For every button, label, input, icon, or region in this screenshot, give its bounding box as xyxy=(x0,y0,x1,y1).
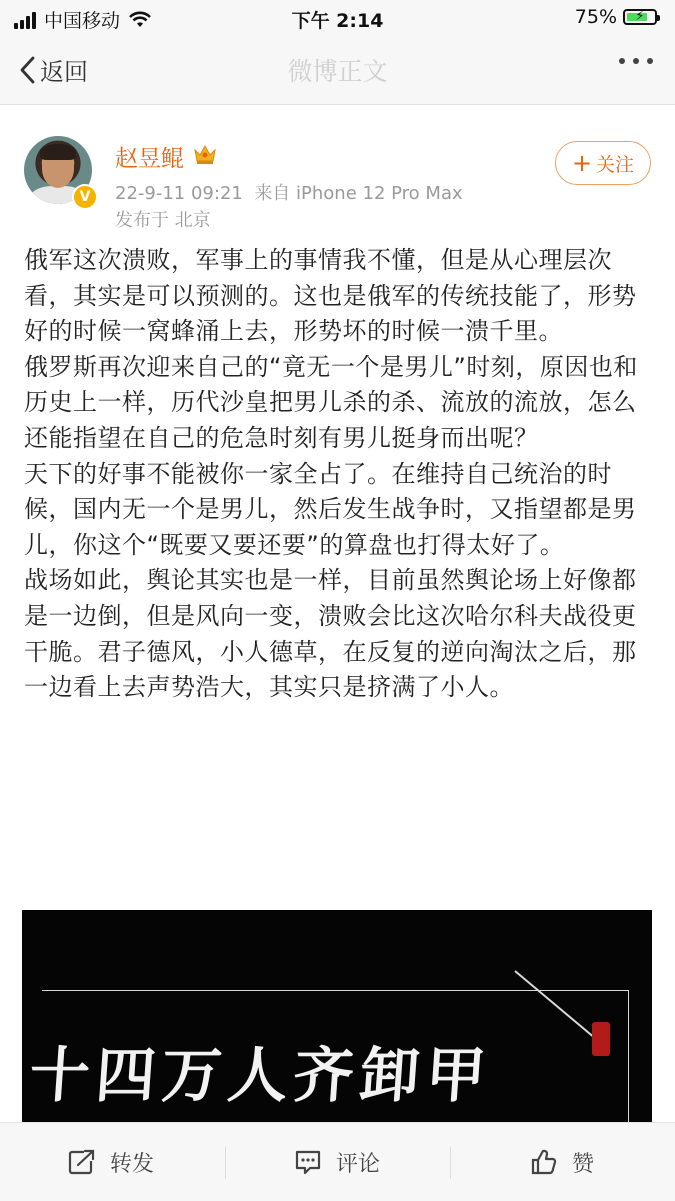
comment-icon xyxy=(294,1149,322,1175)
nav-bar xyxy=(0,36,675,105)
post-image[interactable] xyxy=(22,910,652,1125)
post-content xyxy=(24,243,654,706)
post-timestamp: 22-9-11 09:21 xyxy=(115,183,243,204)
like-button[interactable] xyxy=(530,1123,594,1201)
image-calligraphy-text: 十四万人齐卸甲 xyxy=(27,1041,495,1111)
author-name[interactable]: 赵昱鲲 xyxy=(115,146,184,172)
post-paragraph: 战场如此，舆论其实也是一样，目前虽然舆论场上好像都是一边倒，但是风向一变，溃败会比这次哈尔科夫战役更干脆。君子德风，小人德草，在反复的逆向淘汰之后，那一边看上去声势浩大，其实只是挤满了小人。 xyxy=(24,566,637,702)
like-icon xyxy=(530,1148,558,1176)
status-bar xyxy=(0,0,675,36)
repost-label: 转发 xyxy=(110,1151,155,1177)
battery-icon xyxy=(623,9,657,25)
divider xyxy=(225,1147,226,1179)
post-meta xyxy=(115,179,463,205)
repost-button[interactable] xyxy=(68,1123,154,1201)
post-location: 发布于 北京 xyxy=(115,210,211,231)
post-header xyxy=(0,104,675,234)
status-right xyxy=(575,6,657,28)
post-paragraph: 俄军这次溃败，军事上的事情我不懂，但是从心理层次看，其实是可以预测的。这也是俄军的传统技能了，形势好的时候一窝蜂涌上去，形势坏的时候一溃千里。 xyxy=(24,246,637,346)
post-paragraph: 天下的好事不能被你一家全占了。在维持自己统治的时候，国内无一个是男儿，然后发生战争时，又指望都是男儿，你这个“既要又要还要”的算盘也打得太好了。 xyxy=(24,459,637,559)
verified-badge-icon: V xyxy=(72,184,98,210)
post-paragraph: 俄罗斯再次迎来自己的“竟无一个是男儿”时刻，原因也和历史上一样，历代沙皇把男儿杀的杀、流放的流放，怎么还能指望在自己的危急时刻有男儿挺身而出呢？ xyxy=(24,352,638,452)
comment-label: 评论 xyxy=(336,1151,381,1177)
action-bar xyxy=(0,1122,675,1201)
more-icon[interactable] xyxy=(619,58,653,64)
back-label: 返回 xyxy=(40,58,88,86)
vip-crown-icon xyxy=(192,142,218,166)
like-label: 赞 xyxy=(572,1151,595,1177)
plus-icon: + xyxy=(571,149,593,177)
battery-percent: 75% xyxy=(574,6,617,28)
repost-icon xyxy=(68,1149,96,1175)
red-seal-stamp xyxy=(592,1022,610,1056)
carrier-name: 中国移动 xyxy=(44,10,121,32)
post-source: 来自 iPhone 12 Pro Max xyxy=(254,183,463,204)
divider xyxy=(450,1147,451,1179)
follow-label: 关注 xyxy=(596,153,635,176)
follow-button[interactable] xyxy=(555,141,651,185)
page-title: 微博正文 xyxy=(287,57,388,86)
charging-bolt-icon: ⚡ xyxy=(635,8,645,24)
clock: 下午 2:14 xyxy=(291,10,384,32)
comment-button[interactable] xyxy=(294,1123,380,1201)
